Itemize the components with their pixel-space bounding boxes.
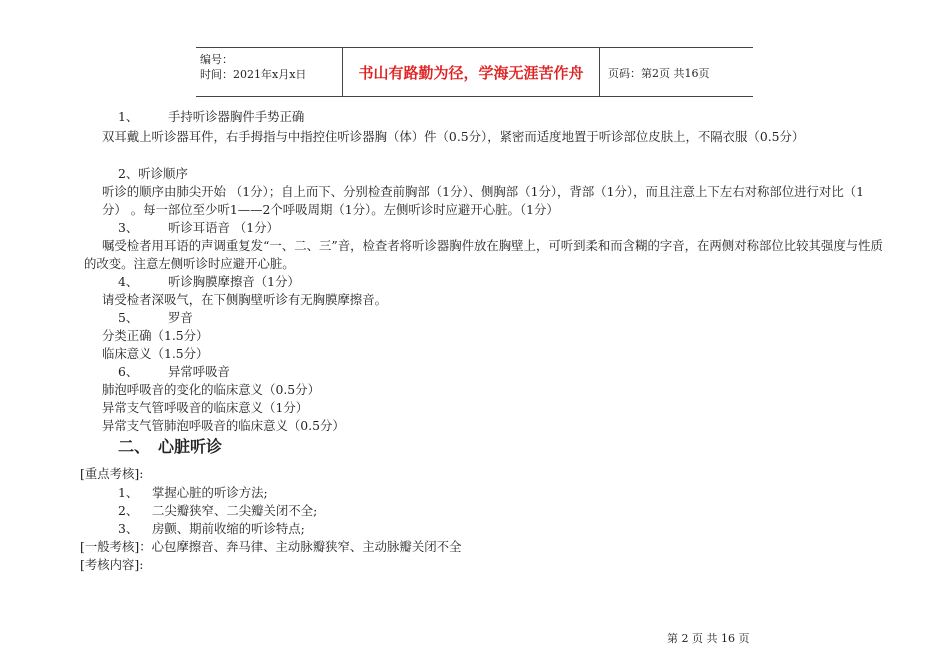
assessment-content-label: [考核内容]:: [80, 557, 144, 572]
item-4-number: 4、: [118, 274, 139, 289]
section-2-number: 二、: [118, 437, 151, 456]
item-6-number: 6、: [118, 364, 139, 379]
page-footer: 第 2 页 共 16 页: [667, 632, 750, 645]
item-1-title: 手持听诊器胸件手势正确: [168, 109, 305, 124]
header-table: [196, 47, 753, 97]
section-2-title: 心脏听诊: [158, 437, 223, 456]
key-item-1-text: 掌握心脏的听诊方法;: [152, 485, 268, 500]
item-6-title: 异常呼吸音: [168, 364, 230, 379]
header-left-cell: [200, 52, 340, 82]
item-5-line-2: 临床意义（1.5分）: [102, 346, 209, 361]
item-2-body: 听诊的顺序由肺尖开始 （1分）；自上而下、分别检查前胸部（1分）、侧胸部（1分），背部（1分），而且注意上下左右对称部位进行对比（1分） 。每一部位至少听1——2个呼吸周期（1分）。左侧听诊时应避开心脏。（1分）: [102, 184, 864, 217]
key-item-2-number: 2、: [118, 503, 139, 518]
item-1-body: 双耳戴上听诊器耳件，右手拇指与中指控住听诊器胸（体）件（0.5分），紧密而适度地置于听诊部位皮肤上，不隔衣服（0.5分）: [102, 129, 805, 144]
item-3-heading: [118, 219, 279, 237]
motto: 书山有路勤为径，学海无涯苦作舟: [342, 48, 600, 96]
item-4-heading: [118, 273, 300, 291]
item-2-number: 2、: [118, 166, 139, 181]
item-6-line-3: 异常支气管肺泡呼吸音的临床意义（0.5分）: [102, 418, 345, 433]
general-assessment: [一般考核]：心包摩擦音、奔马律、主动脉瓣狭窄、主动脉瓣关闭不全: [80, 539, 462, 554]
key-item-1: [118, 484, 268, 502]
item-5-title: 罗音: [168, 310, 193, 325]
key-item-3-number: 3、: [118, 521, 139, 536]
page-label: 页码：第2页 共16页: [608, 67, 710, 80]
item-5-number: 5、: [118, 310, 139, 325]
key-item-3-text: 房颤、期前收缩的听诊特点;: [152, 521, 305, 536]
item-6-line-1: 肺泡呼吸音的变化的临床意义（0.5分）: [102, 382, 320, 397]
code-label: 编号：: [200, 53, 233, 66]
item-5-line-1: 分类正确（1.5分）: [102, 328, 209, 343]
section-2-heading: [118, 434, 222, 457]
item-1-number: 1、: [118, 109, 139, 124]
item-4-title: 听诊胸膜摩擦音（1分）: [168, 274, 300, 289]
item-3-title: 听诊耳语音 （1分）: [168, 220, 279, 235]
item-2-title: 听诊顺序: [138, 166, 188, 181]
item-1-heading: [118, 108, 304, 126]
item-5-heading: [118, 309, 193, 327]
item-6-line-2: 异常支气管呼吸音的临床意义（1分）: [102, 400, 309, 415]
key-assessment-label: [重点考核]:: [80, 466, 144, 481]
item-4-body: 请受检者深吸气，在下侧胸壁听诊有无胸膜摩擦音。: [102, 292, 387, 307]
key-item-1-number: 1、: [118, 485, 139, 500]
item-3-number: 3、: [118, 220, 139, 235]
item-6-heading: [118, 363, 230, 381]
date-label: 时间：2021年x月x日: [200, 68, 307, 81]
item-3-body: 嘱受检者用耳语的声调重复发“一、二、三”音，检查者将听诊器胸件放在胸壁上，可听到柔和而含糊的字音，在两侧对称部位比较其强度与性质的改变。注意左侧听诊时应避开心脏。: [84, 238, 883, 271]
key-item-2-text: 二尖瓣狭窄、二尖瓣关闭不全;: [152, 503, 318, 518]
key-item-3: [118, 520, 305, 538]
item-2-heading: [118, 165, 188, 183]
key-item-2: [118, 502, 317, 520]
